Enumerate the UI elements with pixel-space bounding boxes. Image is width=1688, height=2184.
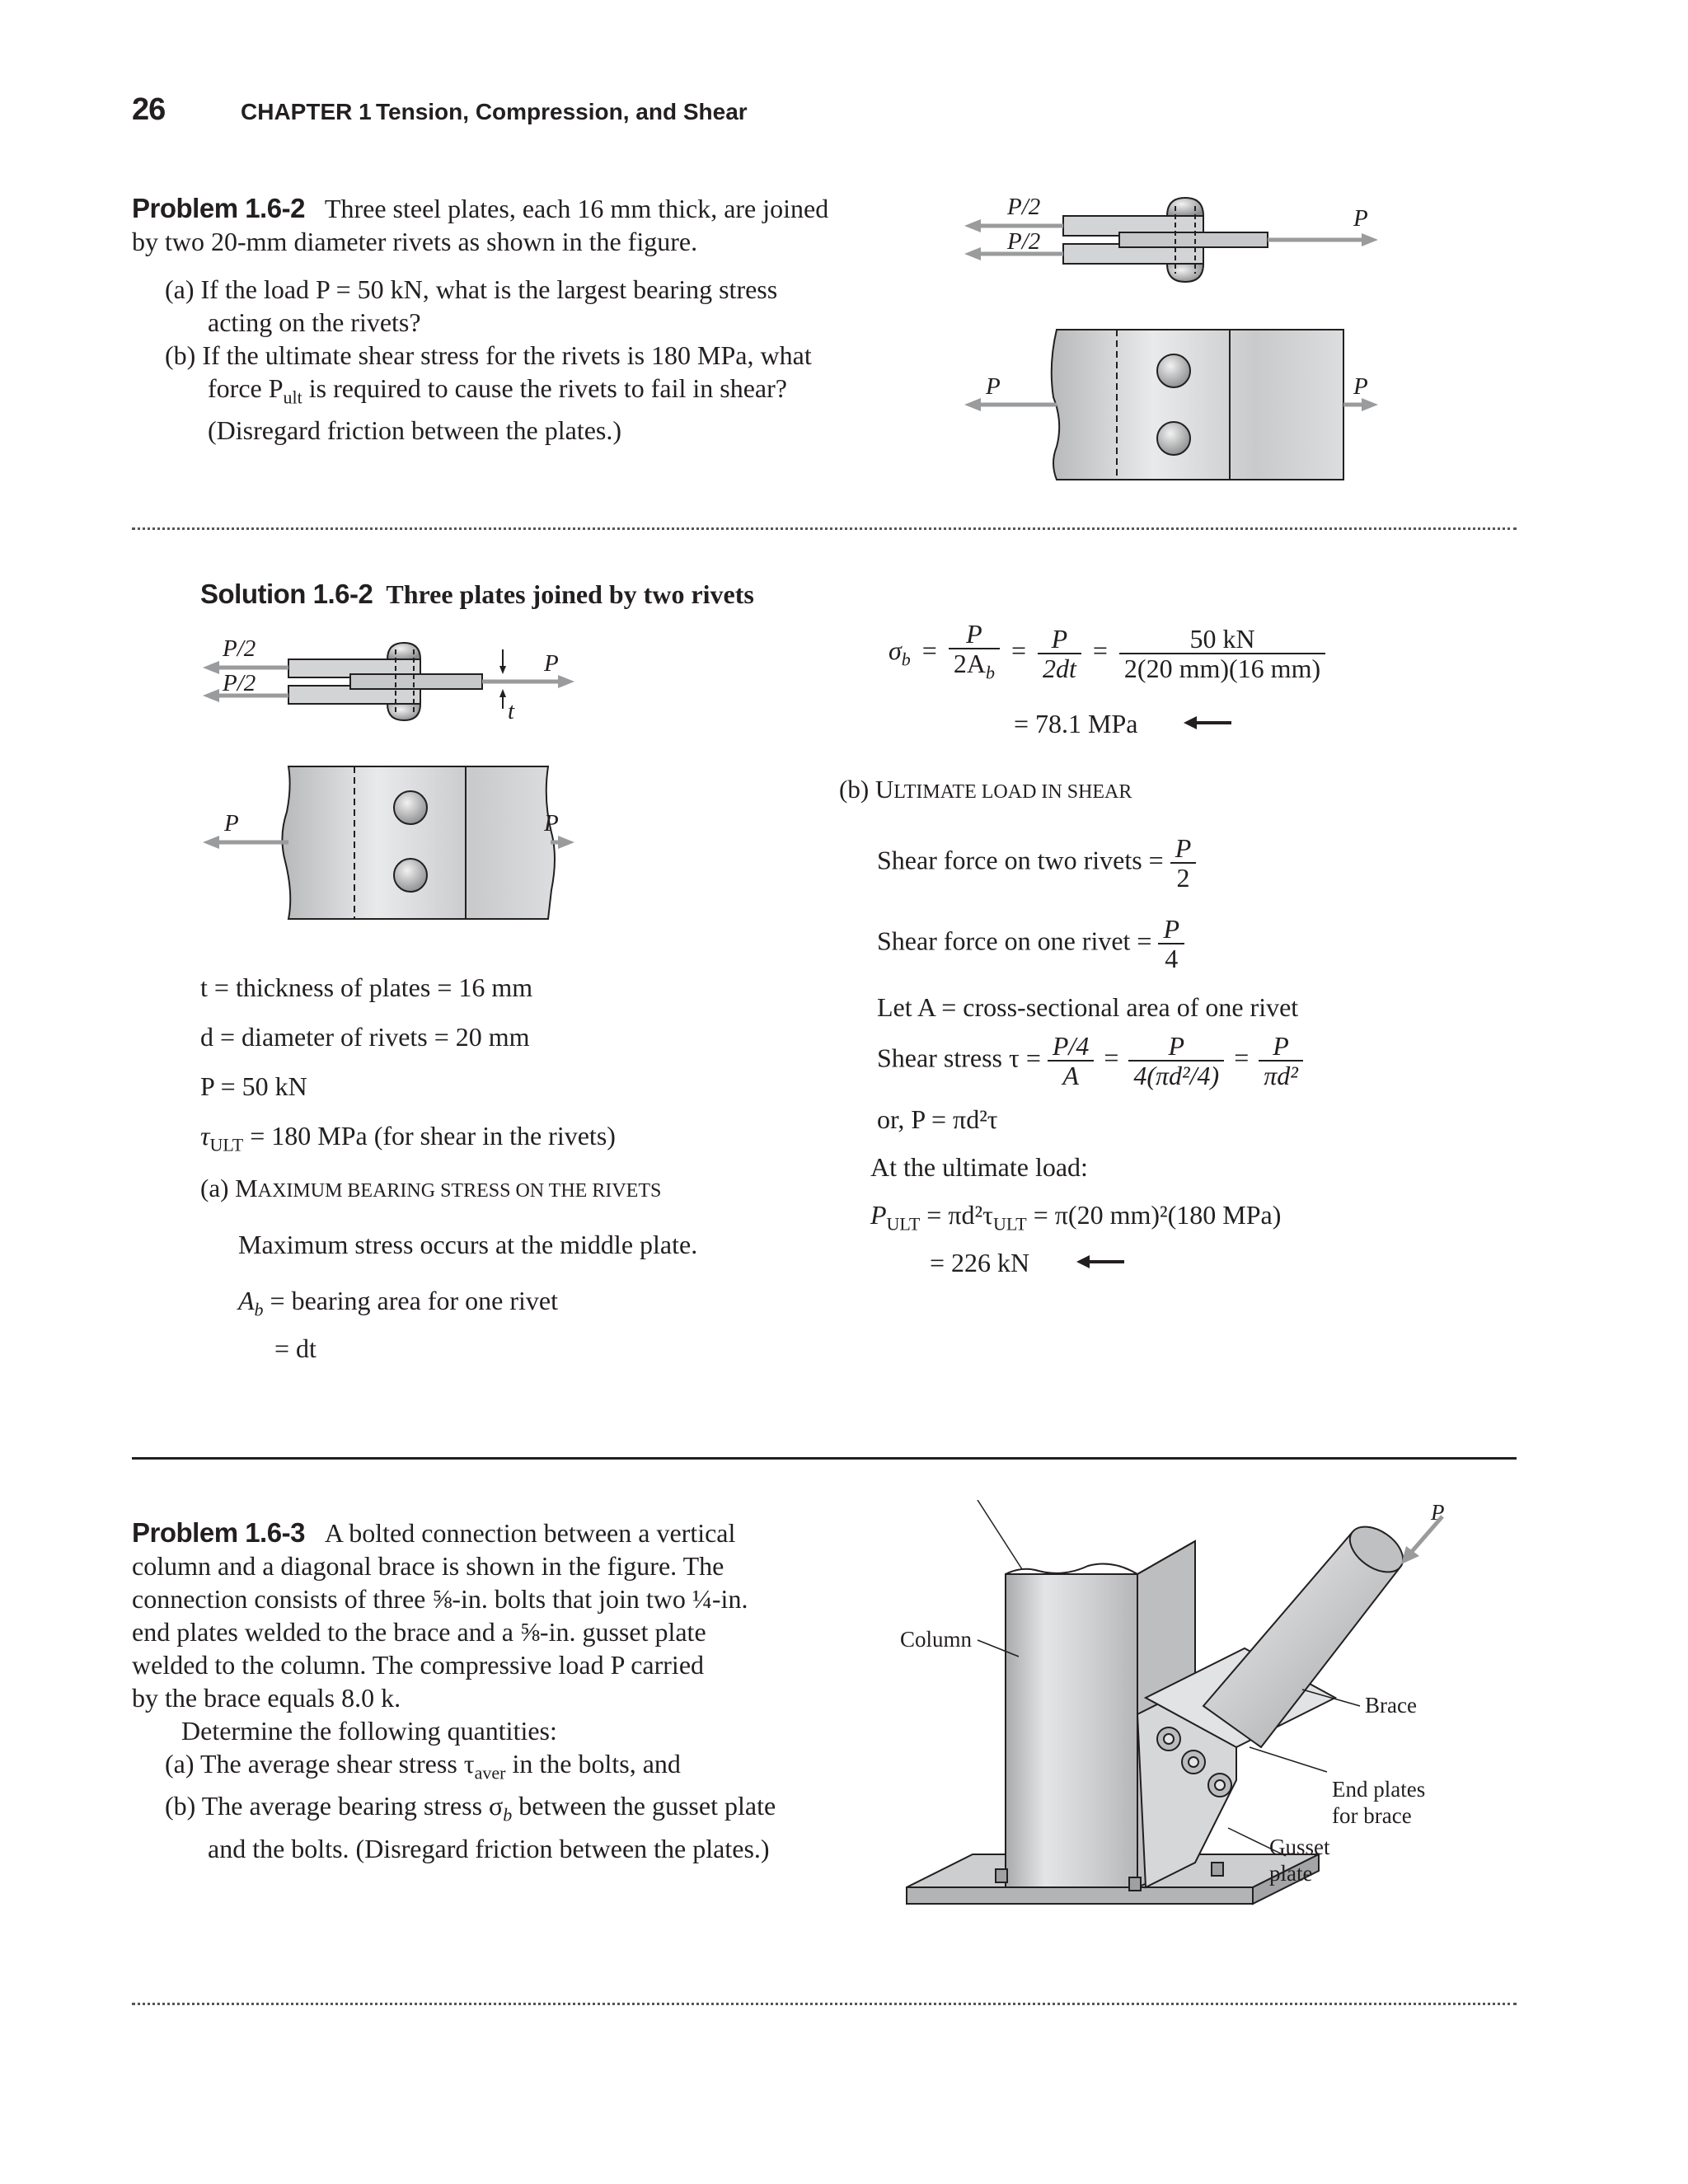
chapter-label: CHAPTER 1 — [241, 99, 372, 124]
part-a-line: (a) If the load P = 50 kN, what is the largest bearing stress — [165, 274, 778, 304]
or-line: or, P = πd²τ — [877, 1104, 998, 1134]
solution-heading — [200, 579, 754, 610]
page-number: 26 — [132, 92, 166, 127]
load-label: P — [544, 650, 559, 677]
ultimate-load-equation: $P_{ULT} = \pi d^2\tau_{ULT} = \pi(20$ mm)²(180 MPa) — [870, 1200, 1282, 1235]
bearing-area-definition: $A_b$ = bearing area for one rivet — [238, 1286, 558, 1320]
given-ult-shear: $\tau_{ULT} = 180$ MPa (for shear in the rivets) — [200, 1121, 616, 1155]
half-load-label: P/2 — [223, 670, 256, 696]
section-divider — [132, 2003, 1517, 2005]
result-arrow-icon — [1184, 714, 1233, 732]
load-label: P — [1353, 373, 1368, 400]
bearing-area-equation: = dt — [274, 1333, 316, 1363]
section-rule — [132, 1457, 1517, 1460]
half-load-label: P/2 — [1007, 228, 1041, 255]
problem-intro-line: by two 20-mm diameter rivets as shown in the figure. — [132, 227, 698, 256]
shear-stress-equation: Shear stress τ = $\frac{P/4}{A}$ = $\frac{P}{\text{4(πd²/4)}}$ = $\frac{P}{\text{πd²}}$ — [877, 1032, 1303, 1090]
solution-given-values — [200, 963, 860, 1169]
problem-1-6-2-text — [132, 192, 874, 447]
end-plates-label: for brace — [1332, 1803, 1412, 1828]
at-ultimate-load: At the ultimate load: — [870, 1152, 1088, 1182]
load-label: P — [224, 810, 239, 837]
half-load-label: P/2 — [223, 635, 256, 662]
problem-label: Problem 1.6-3 — [132, 1517, 305, 1548]
max-stress-note: Maximum stress occurs at the middle plate. — [238, 1230, 698, 1259]
let-A-line: Let A = cross-sectional area of one rivet — [877, 992, 1299, 1022]
problem-intro-line: Three steel plates, each 16 mm thick, are joined — [324, 194, 829, 223]
solution-title: Three plates joined by two rivets — [386, 579, 754, 609]
part-b-line: force $P_{ult}$ is required to cause the rivets to fail in shear? — [208, 373, 787, 408]
problem-label: Problem 1.6-2 — [132, 193, 305, 223]
bolted-connection-figure — [874, 1500, 1467, 1929]
problem-1-6-3-text: Problem 1.6-3 A bolted connection between a vertical column and a diagonal brace is shown in the figure. The connection consists of three ⅝-in. bolts that join two ¼-in. end plates welded to the brace and a ⅝-in. gusset plate welded to the column. The compressive load P carried by the brace equals 8.0 k. Determine the following quantities: (a) The average shear stress $\tau_{aver}$ in the bolts, and (b) The average bearing stress $\sigma_b$ between the gusset plate and the bolts. (Disregard friction between the plates.) — [132, 1517, 776, 1863]
load-label: P — [986, 373, 1001, 400]
brace-label: Brace — [1365, 1693, 1417, 1718]
end-plates-label: End plates — [1332, 1777, 1426, 1802]
brace-load-label: P — [1431, 1500, 1445, 1525]
bearing-stress-result: = 78.1 MPa — [1014, 709, 1138, 738]
load-label: P — [1353, 205, 1368, 232]
section-divider — [132, 527, 1517, 530]
part-b-line: (b) If the ultimate shear stress for the rivets is 180 MPa, what — [165, 340, 812, 370]
thickness-label: t — [508, 698, 515, 724]
given-diameter: d = diameter of rivets = 20 mm — [200, 1022, 530, 1052]
part-b-heading: (b) ULTIMATE LOAD IN SHEAR — [839, 775, 1132, 804]
result-arrow-icon — [1076, 1253, 1126, 1271]
column-label: Column — [900, 1627, 973, 1652]
rivet-joint-figure — [956, 190, 1418, 503]
load-label: P — [544, 810, 559, 837]
chapter-title: Tension, Compression, and Shear — [376, 99, 748, 124]
solution-label: Solution 1.6-2 — [200, 579, 373, 609]
gusset-plate-label: plate — [1269, 1861, 1313, 1886]
bearing-stress-equation: $\sigma_b$ = $\frac{P}{2A_b}$ = $\frac{P}{2dt}$ = $\frac{50 kN}{2(20 mm)(16 mm)}$ — [889, 620, 1325, 687]
gusset-plate-label: Gusset — [1269, 1835, 1330, 1859]
solution-rivet-figure — [198, 635, 577, 948]
given-load: P = 50 kN — [200, 1071, 307, 1101]
half-load-label: P/2 — [1007, 194, 1041, 220]
part-a-heading: (a) MAXIMUM BEARING STRESS ON THE RIVETS — [200, 1174, 662, 1202]
part-a-line: acting on the rivets? — [208, 307, 421, 337]
part-b-line: (Disregard friction between the plates.) — [208, 415, 622, 446]
given-thickness: t = thickness of plates = 16 mm — [200, 972, 533, 1002]
shear-one-rivet: Shear force on one rivet = $\frac{P}{4}$ — [877, 915, 1184, 972]
shear-two-rivets: Shear force on two rivets = $\frac{P}{2}$ — [877, 834, 1196, 892]
ultimate-load-result: = 226 kN — [930, 1248, 1030, 1277]
